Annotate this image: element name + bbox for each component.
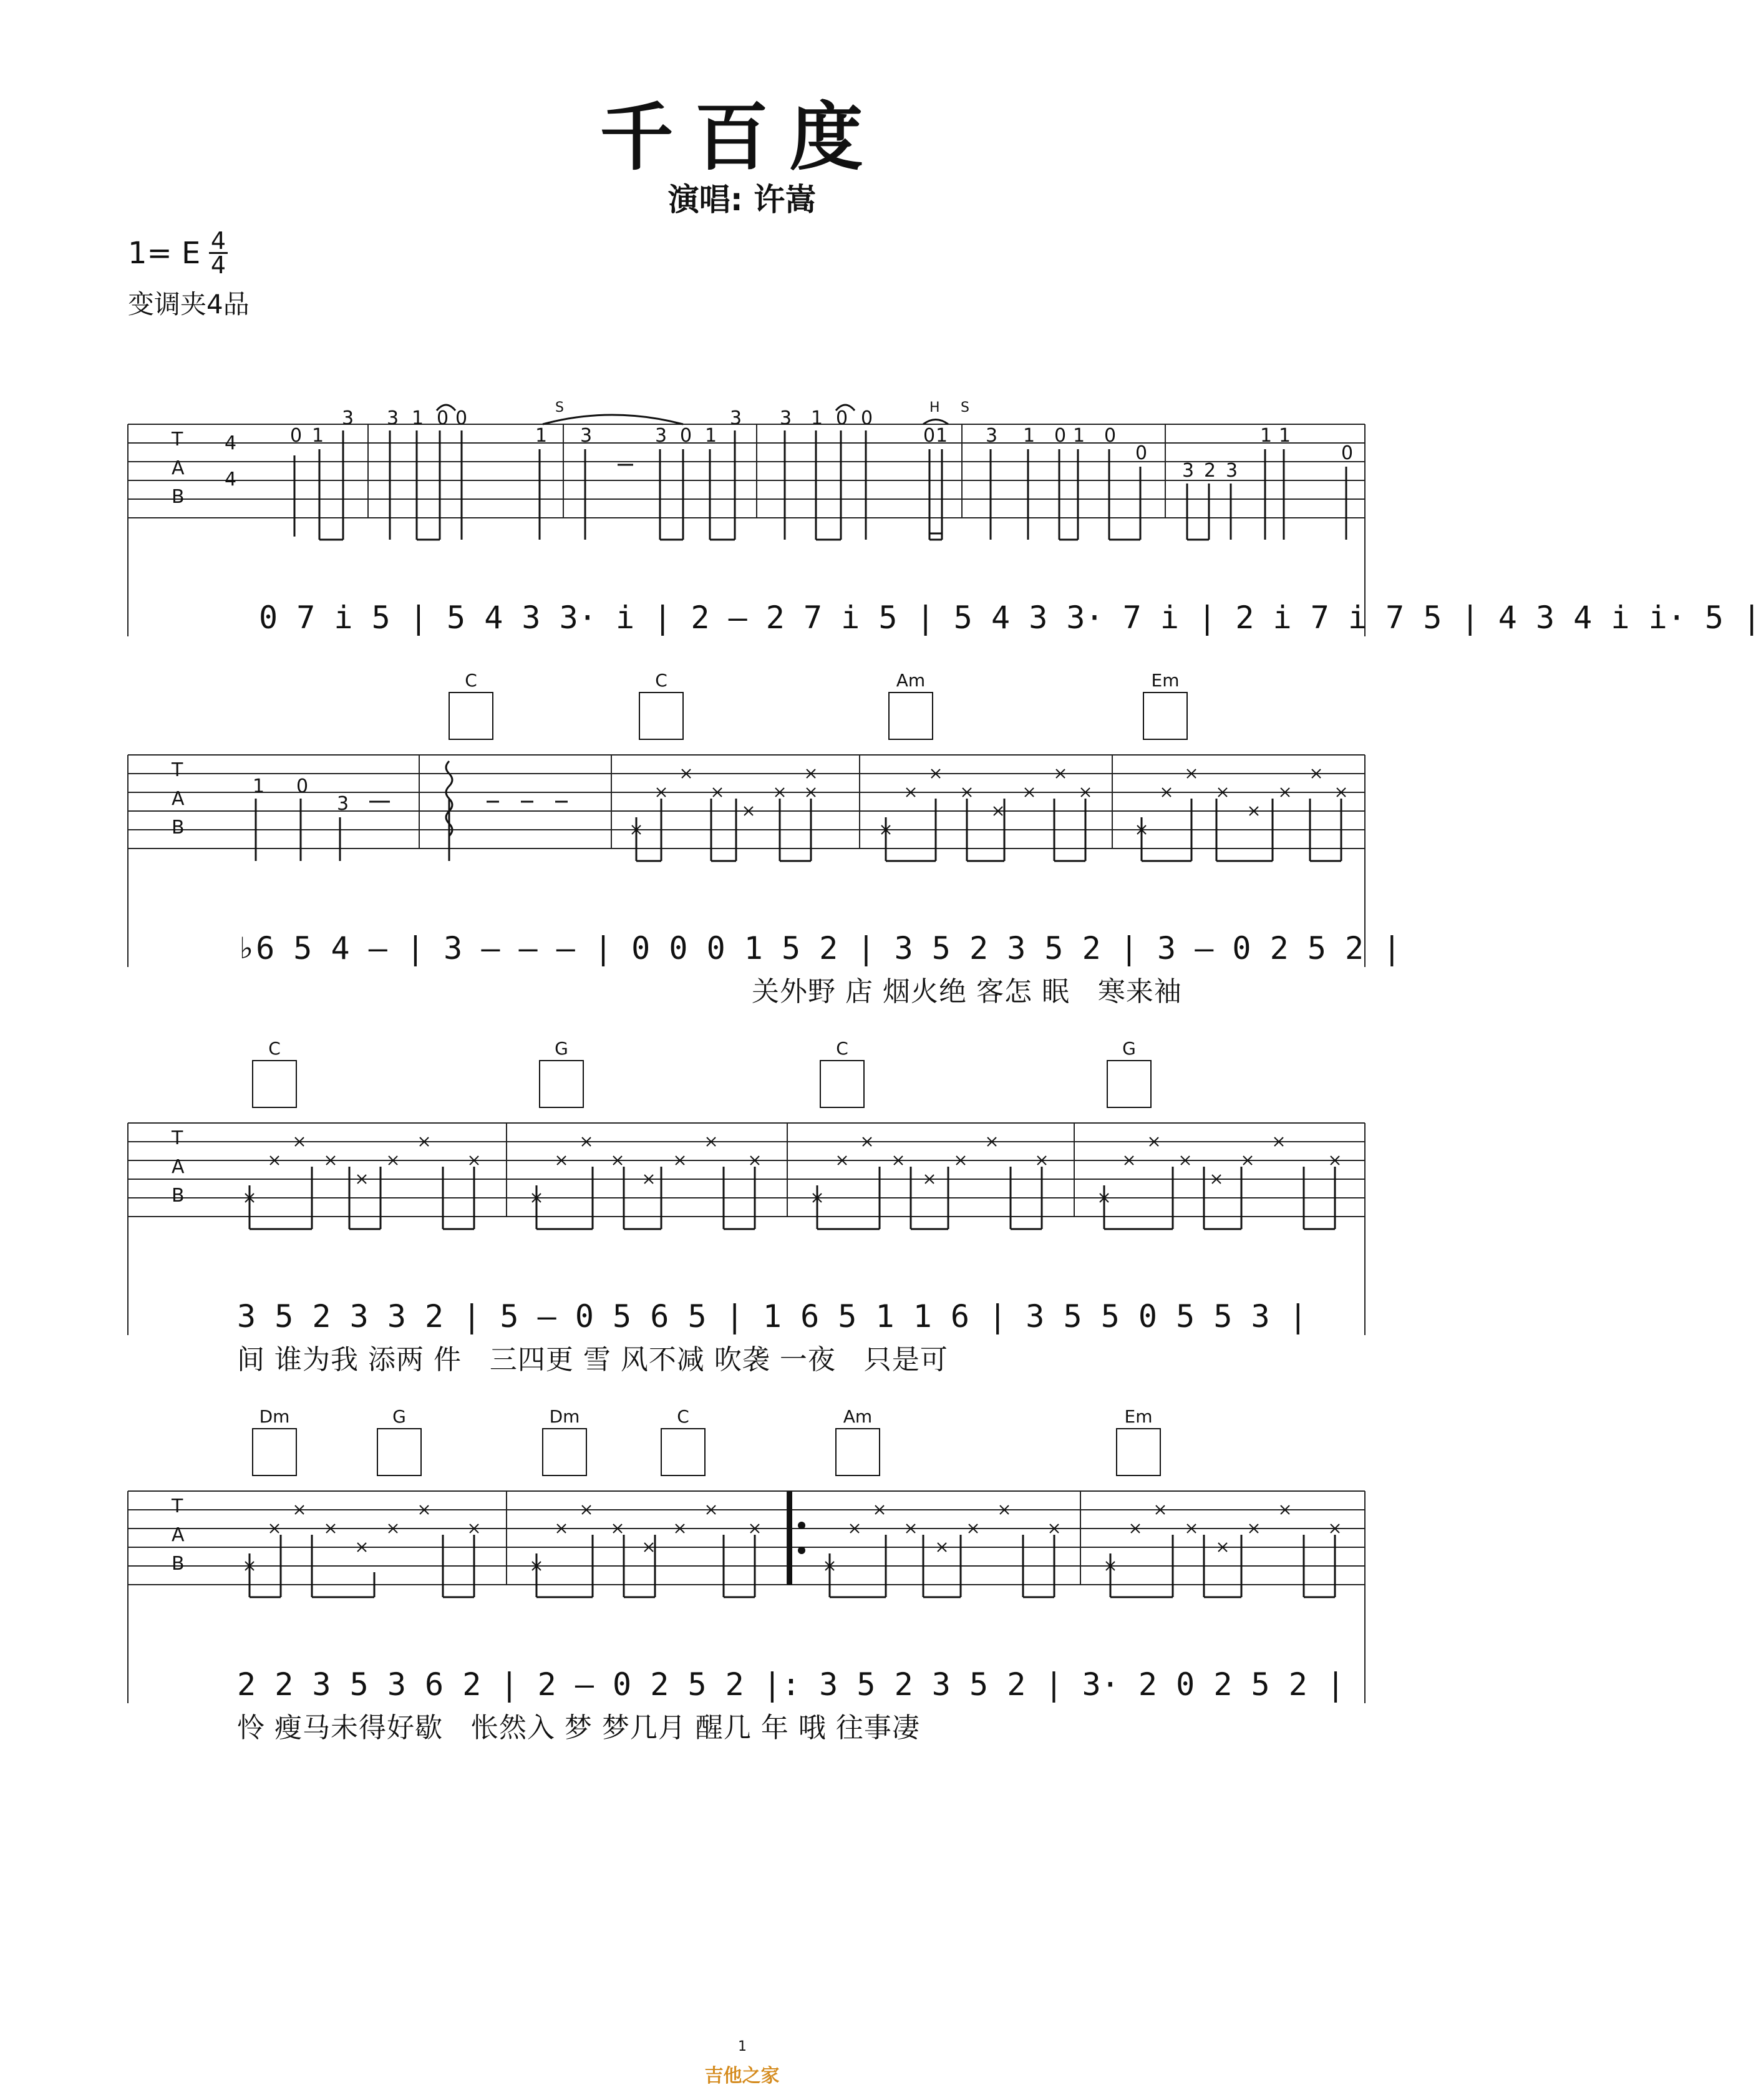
svg-text:0: 0 — [836, 407, 848, 429]
svg-text:C: C — [677, 1406, 689, 1427]
svg-text:1: 1 — [312, 425, 324, 447]
meter-bottom: 4 — [210, 251, 226, 279]
song-title: 千百度 — [599, 94, 885, 180]
system-2 — [0, 668, 1484, 1017]
svg-text:3: 3 — [1182, 460, 1195, 482]
svg-text:Em: Em — [1124, 1406, 1153, 1427]
svg-text:3: 3 — [580, 425, 593, 447]
svg-text:3: 3 — [780, 407, 792, 429]
svg-text:A: A — [172, 1156, 185, 1178]
jianpu-line-2: ♭6 5 4 — | 3 — — — | 0 0 0 1 5 2 | 3 5 2 3 5 2 | 3 — 0 2 5 2 | — [237, 930, 1402, 966]
svg-text:A: A — [172, 788, 185, 810]
system-3 — [0, 1036, 1484, 1385]
svg-text:3: 3 — [655, 425, 667, 447]
svg-text:0: 0 — [296, 775, 309, 797]
svg-text:0: 0 — [437, 407, 449, 429]
chord-name: C — [465, 670, 477, 691]
svg-text:G: G — [1122, 1038, 1136, 1059]
svg-text:H: H — [929, 400, 940, 416]
svg-text:1: 1 — [811, 407, 823, 429]
time-signature — [209, 227, 228, 279]
svg-text:T: T — [172, 1495, 183, 1517]
singer-line: 演唱: 许嵩 — [667, 182, 817, 218]
svg-text:3: 3 — [342, 407, 354, 429]
svg-text:0: 0 — [1104, 425, 1117, 447]
page-number: 1 — [738, 2039, 747, 2054]
chord-name: Em — [1151, 670, 1180, 691]
svg-text:1: 1 — [1279, 425, 1291, 447]
tab-letter-a: A — [172, 457, 185, 479]
site-logo: 吉他之家 — [704, 2065, 780, 2087]
jianpu-line-3: 3 5 2 3 3 2 | 5 — 0 5 6 5 | 1 6 5 1 1 6 | 3 5 5 0 5 5 3 | — [237, 1298, 1307, 1334]
tab-letter-b: B — [172, 486, 185, 508]
svg-text:3: 3 — [337, 793, 349, 815]
svg-text:0: 0 — [680, 425, 692, 447]
svg-text:0: 0 — [1054, 425, 1067, 447]
svg-text:T: T — [172, 1127, 183, 1149]
tab-letter-t: T — [172, 429, 183, 450]
svg-text:C: C — [268, 1038, 281, 1059]
svg-text:1: 1 — [1260, 425, 1273, 447]
svg-text:3: 3 — [986, 425, 998, 447]
svg-text:G: G — [392, 1406, 406, 1427]
svg-text:1: 1 — [412, 407, 424, 429]
svg-text:3: 3 — [1226, 460, 1238, 482]
svg-text:B: B — [172, 817, 185, 839]
svg-text:B: B — [172, 1553, 185, 1575]
svg-text:1: 1 — [253, 775, 265, 797]
meter-top: 4 — [210, 227, 226, 255]
capo-note: 变调夹4品 — [128, 289, 250, 319]
svg-text:4: 4 — [225, 432, 237, 454]
svg-text:1: 1 — [1073, 425, 1085, 447]
svg-text:Dm: Dm — [259, 1406, 290, 1427]
svg-text:A: A — [172, 1524, 185, 1546]
svg-text:B: B — [172, 1185, 185, 1207]
svg-text:Am: Am — [843, 1406, 873, 1427]
svg-text:S: S — [555, 400, 564, 416]
svg-text:1: 1 — [705, 425, 717, 447]
svg-text:1: 1 — [936, 425, 948, 447]
lyrics-line-4: 怜 瘦马未得好歇 怅然入 梦 梦几月 醒几 年 哦 往事凄 — [237, 1712, 920, 1744]
svg-text:0: 0 — [923, 425, 936, 447]
svg-text:3: 3 — [730, 407, 742, 429]
lyrics-line-3: 间 谁为我 添两 件 三四更 雪 风不减 吹袭 一夜 只是可 — [237, 1344, 948, 1376]
svg-text:Dm: Dm — [549, 1406, 580, 1427]
chord-name: Am — [896, 670, 926, 691]
svg-text:0: 0 — [861, 407, 873, 429]
svg-text:0: 0 — [455, 407, 468, 429]
jianpu-line-4: 2 2 3 5 3 6 2 | 2 — 0 2 5 2 |: 3 5 2 3 5 2 | 3· 2 0 2 5 2 | — [237, 1666, 1346, 1703]
svg-text:4: 4 — [225, 469, 237, 490]
svg-text:T: T — [172, 759, 183, 781]
svg-text:1: 1 — [535, 425, 548, 447]
svg-text:G: G — [555, 1038, 568, 1059]
key-signature: 1= E — [128, 236, 201, 271]
svg-text:1: 1 — [1023, 425, 1036, 447]
svg-text:0: 0 — [1341, 442, 1354, 464]
lyrics-line-2: 关外野 店 烟火绝 客怎 眠 寒来袖 — [752, 976, 1182, 1008]
svg-text:C: C — [836, 1038, 848, 1059]
jianpu-line-1: 0 7 i 5 | 5 4 3 3· i | 2 — 2 7 i 5 | 5 4 3 3· 7 i | 2 i 7 i 7 5 | 4 3 4 i i· 5 | — [259, 600, 1761, 636]
svg-text:0: 0 — [1135, 442, 1148, 464]
system-1 — [0, 399, 1761, 661]
svg-text:0: 0 — [290, 425, 303, 447]
svg-text:2: 2 — [1204, 460, 1216, 482]
system-4 — [0, 1404, 1484, 1753]
svg-text:3: 3 — [387, 407, 399, 429]
svg-text:S: S — [961, 400, 969, 416]
chord-name: C — [655, 670, 667, 691]
